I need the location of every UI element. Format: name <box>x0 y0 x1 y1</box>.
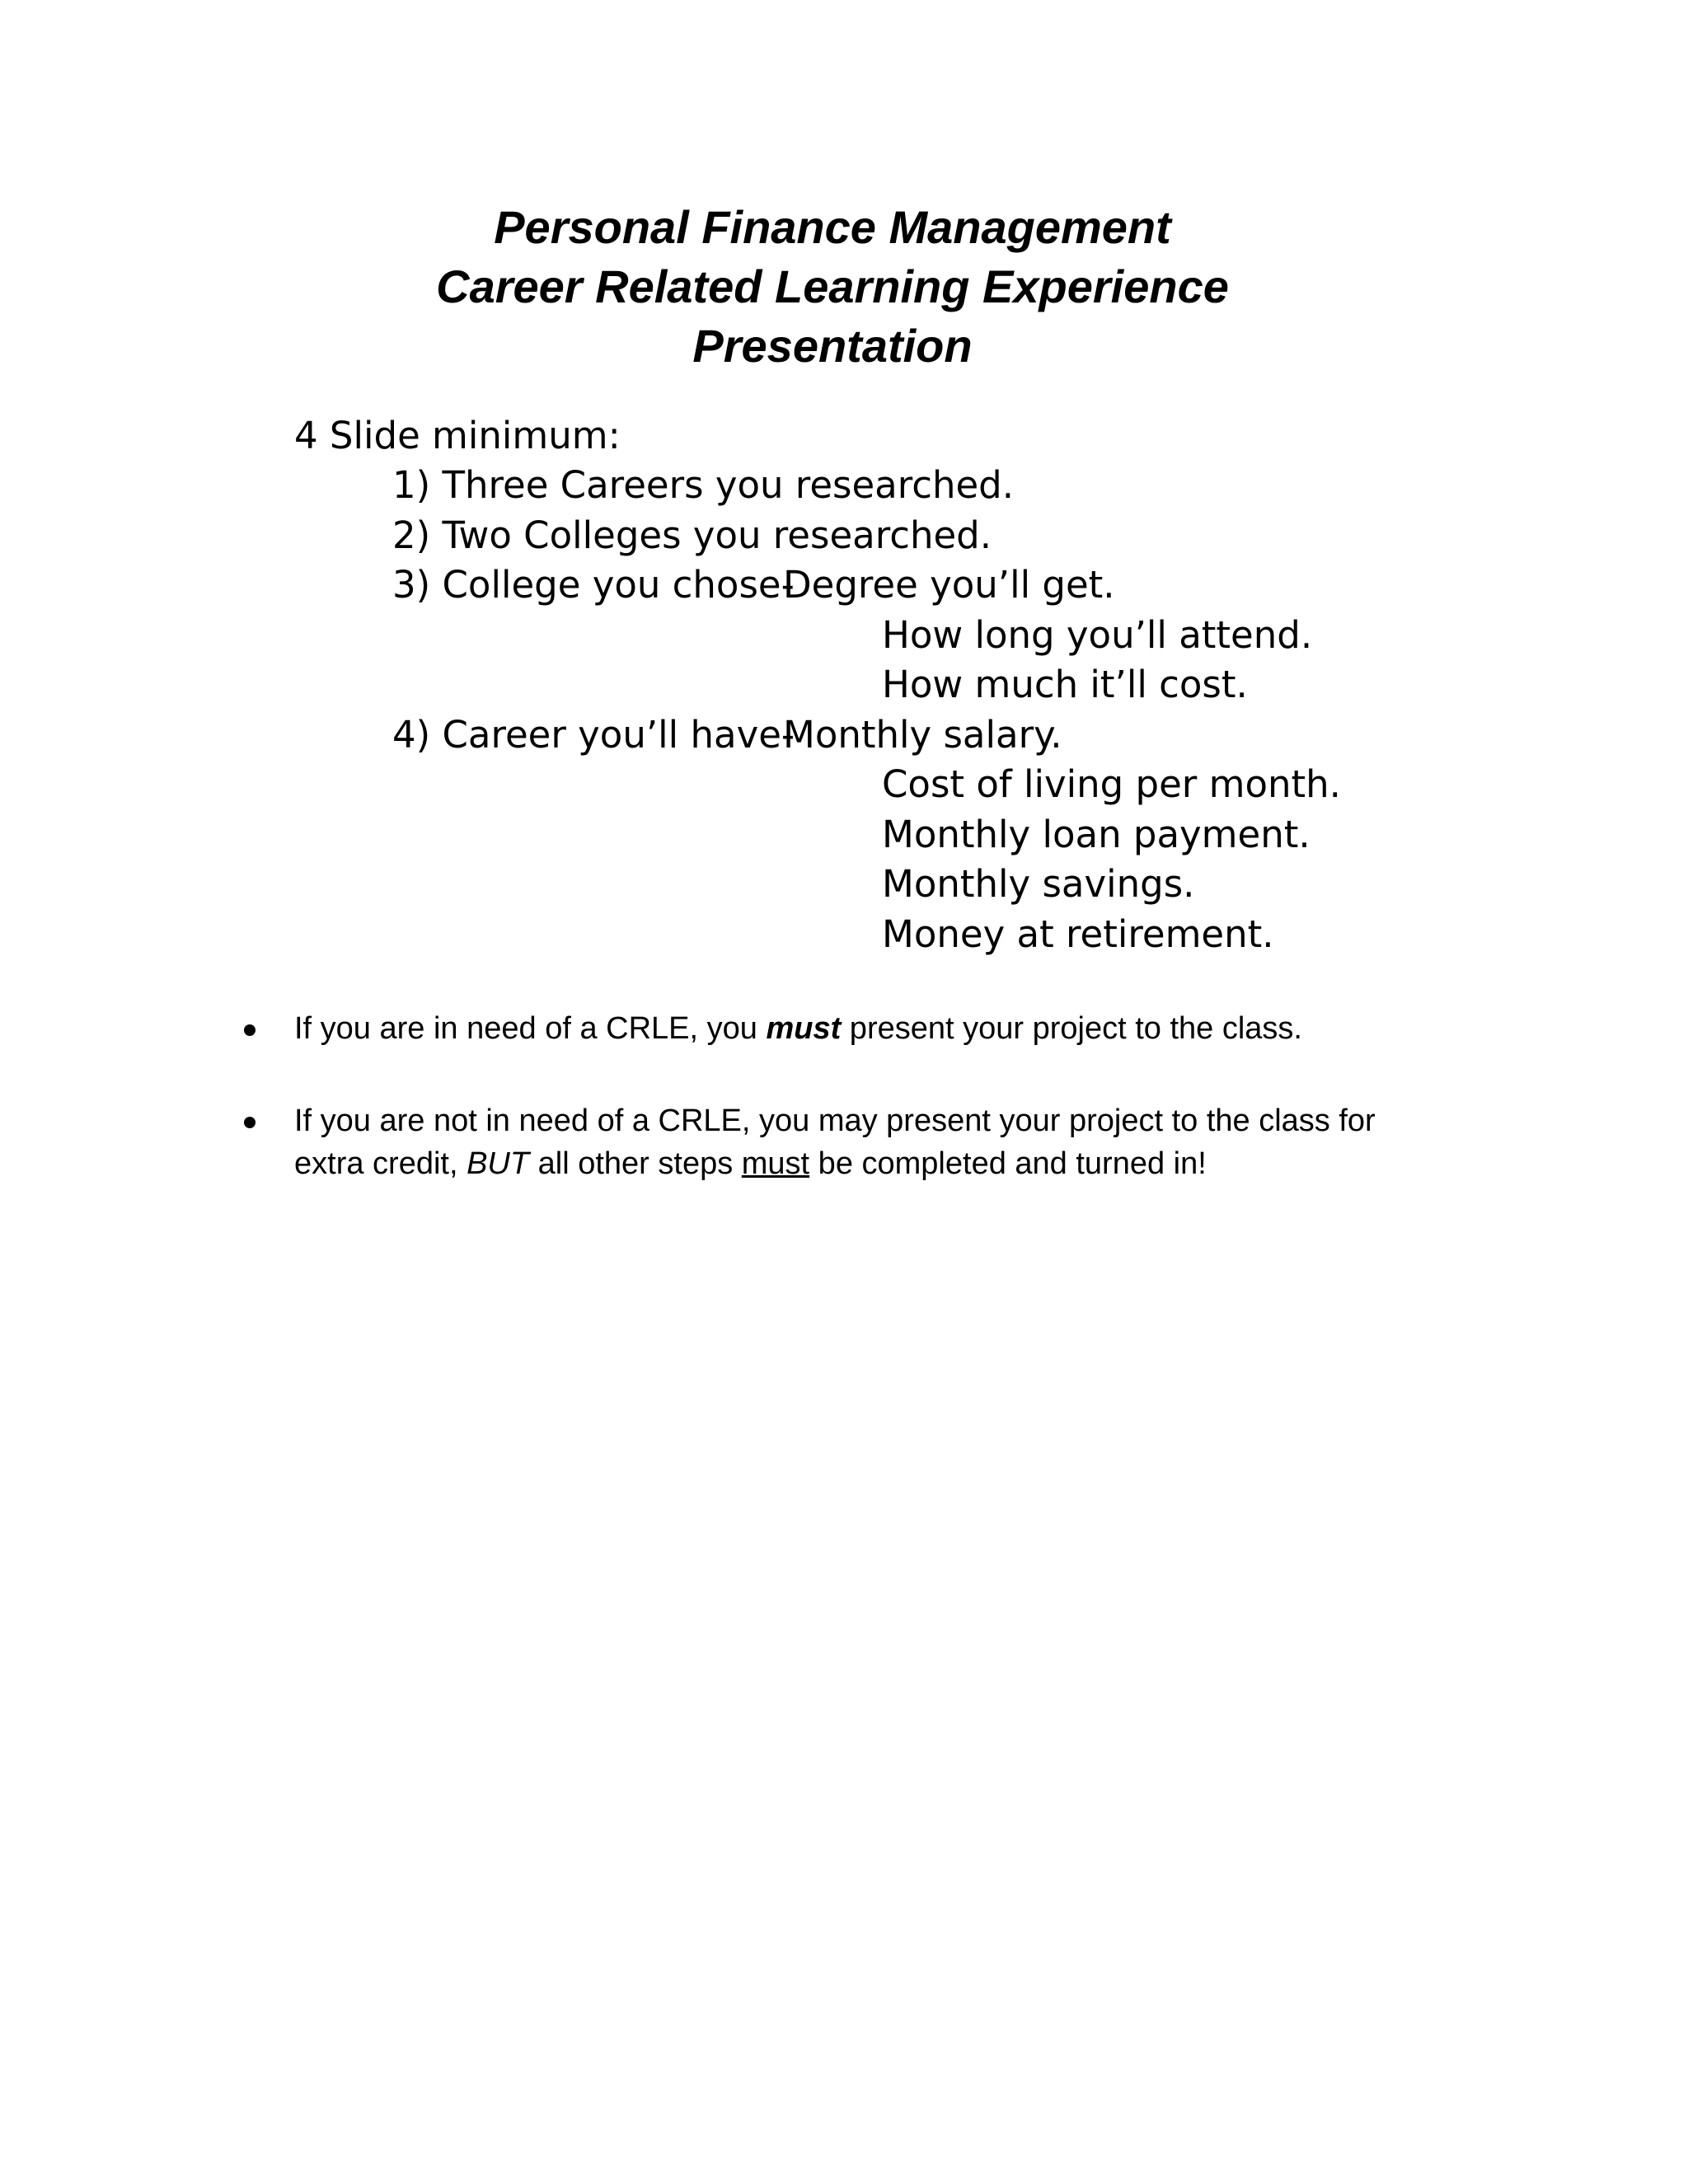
requirement-item-3-detail: How long you’ll attend. <box>882 613 1313 657</box>
bullet-dot <box>244 1117 256 1128</box>
bullet-text-segment: all other steps <box>529 1146 742 1181</box>
bullet-text-segment: If you are in need of a CRLE, you <box>294 1011 767 1046</box>
emphasis-but: BUT <box>467 1146 530 1181</box>
requirement-item-4-label: 4) Career you’ll have- <box>392 713 795 757</box>
requirement-item-2: 2) Two Colleges you researched. <box>392 513 992 557</box>
bullet-dot <box>244 1024 256 1036</box>
requirement-item-4-detail: Cost of living per month. <box>882 762 1341 806</box>
emphasis-must: must <box>766 1011 842 1046</box>
bullet-text-segment: present your project to the class. <box>841 1011 1302 1046</box>
bullet-text-segment: be completed and turned in! <box>809 1146 1207 1181</box>
title-line-1: Personal Finance Management <box>494 201 1171 253</box>
requirement-item-1: 1) Three Careers you researched. <box>392 463 1015 507</box>
bullet-text <box>294 1007 1448 1050</box>
requirement-item-4-detail: Money at retirement. <box>882 912 1274 956</box>
slide-minimum-heading: 4 Slide minimum: <box>294 414 621 457</box>
title-line-2: Career Related Learning Experience <box>436 260 1229 312</box>
emphasis-must-underlined: must <box>741 1146 810 1181</box>
bullet-text <box>294 1099 1448 1185</box>
requirement-item-3-detail: How much it’ll cost. <box>882 663 1248 706</box>
bullet-text-segment: If you are not in need of a CRLE, you may present your project to the class for extra credit, <box>294 1104 1376 1181</box>
requirement-item-3-label: 3) College you chose- <box>392 563 795 607</box>
requirement-item-4-detail: Monthly savings. <box>882 862 1195 906</box>
title-line-3: Presentation <box>692 320 973 372</box>
document-title <box>0 198 1665 376</box>
requirement-item-4-detail: Monthly salary. <box>783 713 1062 757</box>
requirement-item-3-detail: Degree you’ll get. <box>783 563 1115 607</box>
requirement-item-4-detail: Monthly loan payment. <box>882 813 1311 856</box>
